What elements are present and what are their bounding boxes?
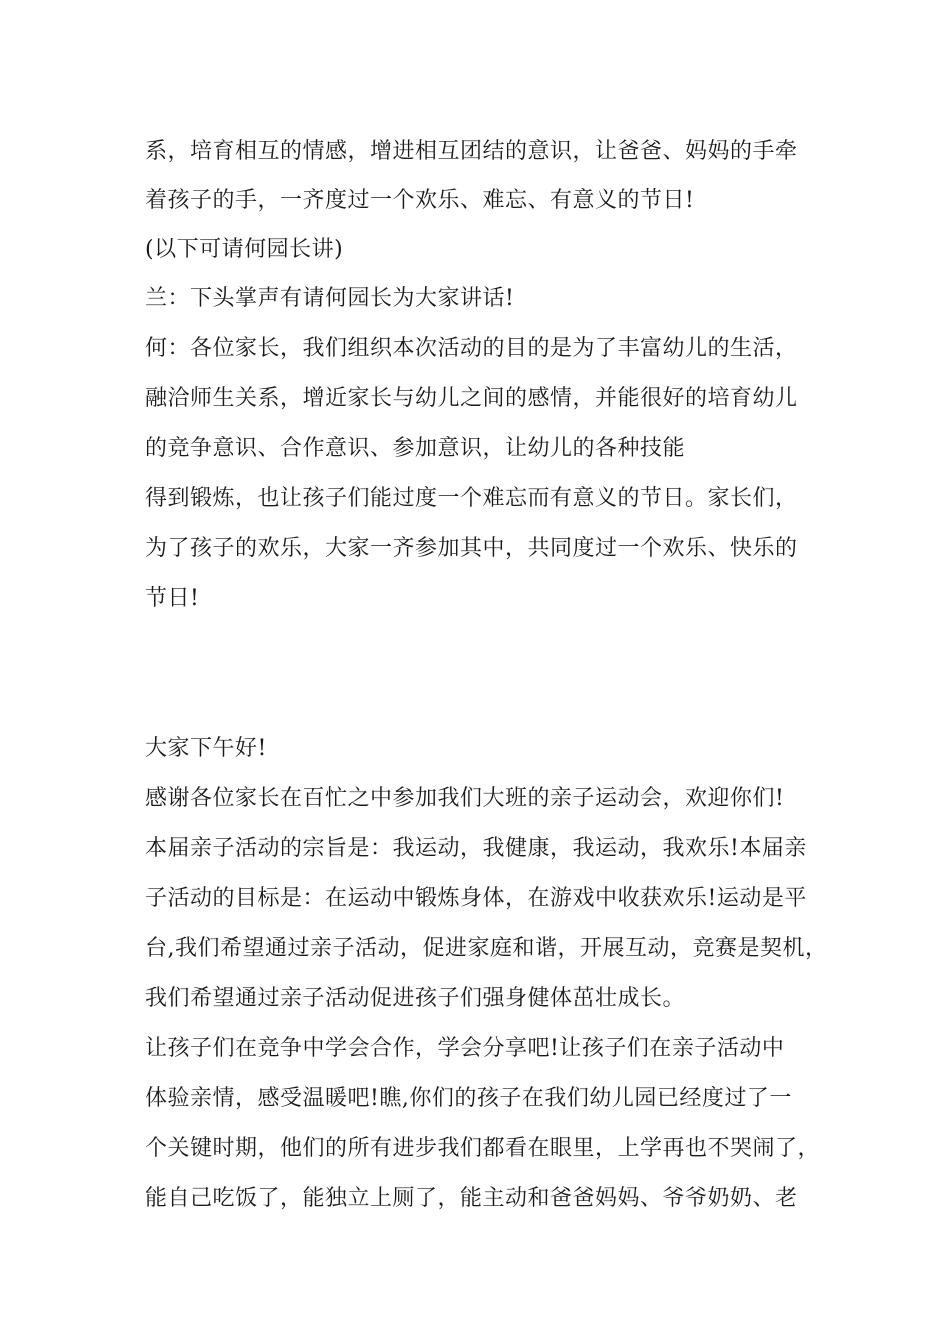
paragraph-line: 让孩子们在竞争中学会合作，学会分享吧!让孩子们在亲子活动中 (145, 1036, 785, 1061)
paragraph-line: 能自己吃饭了，能独立上厕了，能主动和爸爸妈妈、爷爷奶奶、老 (145, 1186, 798, 1211)
paragraph-line: 感谢各位家长在百忙之中参加我们大班的亲子运动会，欢迎你们! (145, 786, 785, 811)
paragraph-line: 我们希望通过亲子活动促进孩子们强身健体茁壮成长。 (145, 986, 686, 1011)
paragraph-line: 体验亲情，感受温暖吧!瞧,你们的孩子在我们幼儿园已经度过了一 (145, 1086, 792, 1111)
greeting-line: 大家下午好! (145, 736, 267, 761)
paragraph-line: 个关键时期，他们的所有进步我们都看在眼里，上学再也不哭闹了， (145, 1136, 821, 1161)
paragraph-line: 兰：下头掌声有请何园长为大家讲话! (145, 286, 515, 311)
paragraph-line: 得到锻炼，也让孩子们能过度一个难忘而有意义的节日。家长们， (145, 486, 798, 511)
paragraph-line: 为了孩子的欢乐，大家一齐参加其中，共同度过一个欢乐、快乐的 (145, 536, 798, 561)
paragraph-line: 子活动的目标是：在运动中锻炼身体，在游戏中收获欢乐!运动是平 (145, 886, 807, 911)
paragraph-line: 何：各位家长，我们组织本次活动的目的是为了丰富幼儿的生活， (145, 336, 798, 361)
paragraph-line: 系，培育相互的情感，增进相互团结的意识，让爸爸、妈妈的手牵 (145, 139, 798, 164)
paragraph-line: 着孩子的手，一齐度过一个欢乐、难忘、有意义的节日! (145, 188, 695, 213)
paragraph-line: (以下可请何园长讲) (145, 237, 344, 262)
paragraph-line: 融洽师生关系，增近家长与幼儿之间的感情，并能很好的培育幼儿 (145, 386, 798, 411)
paragraph-line: 节日! (145, 586, 200, 611)
paragraph-line: 本届亲子活动的宗旨是：我运动，我健康，我运动，我欢乐!本届亲 (145, 836, 807, 861)
paragraph-line: 的竞争意识、合作意识、参加意识，让幼儿的各种技能 (145, 436, 686, 461)
paragraph-line: 台,我们希望通过亲子活动，促进家庭和谐，开展互动，竞赛是契机， (145, 936, 828, 961)
